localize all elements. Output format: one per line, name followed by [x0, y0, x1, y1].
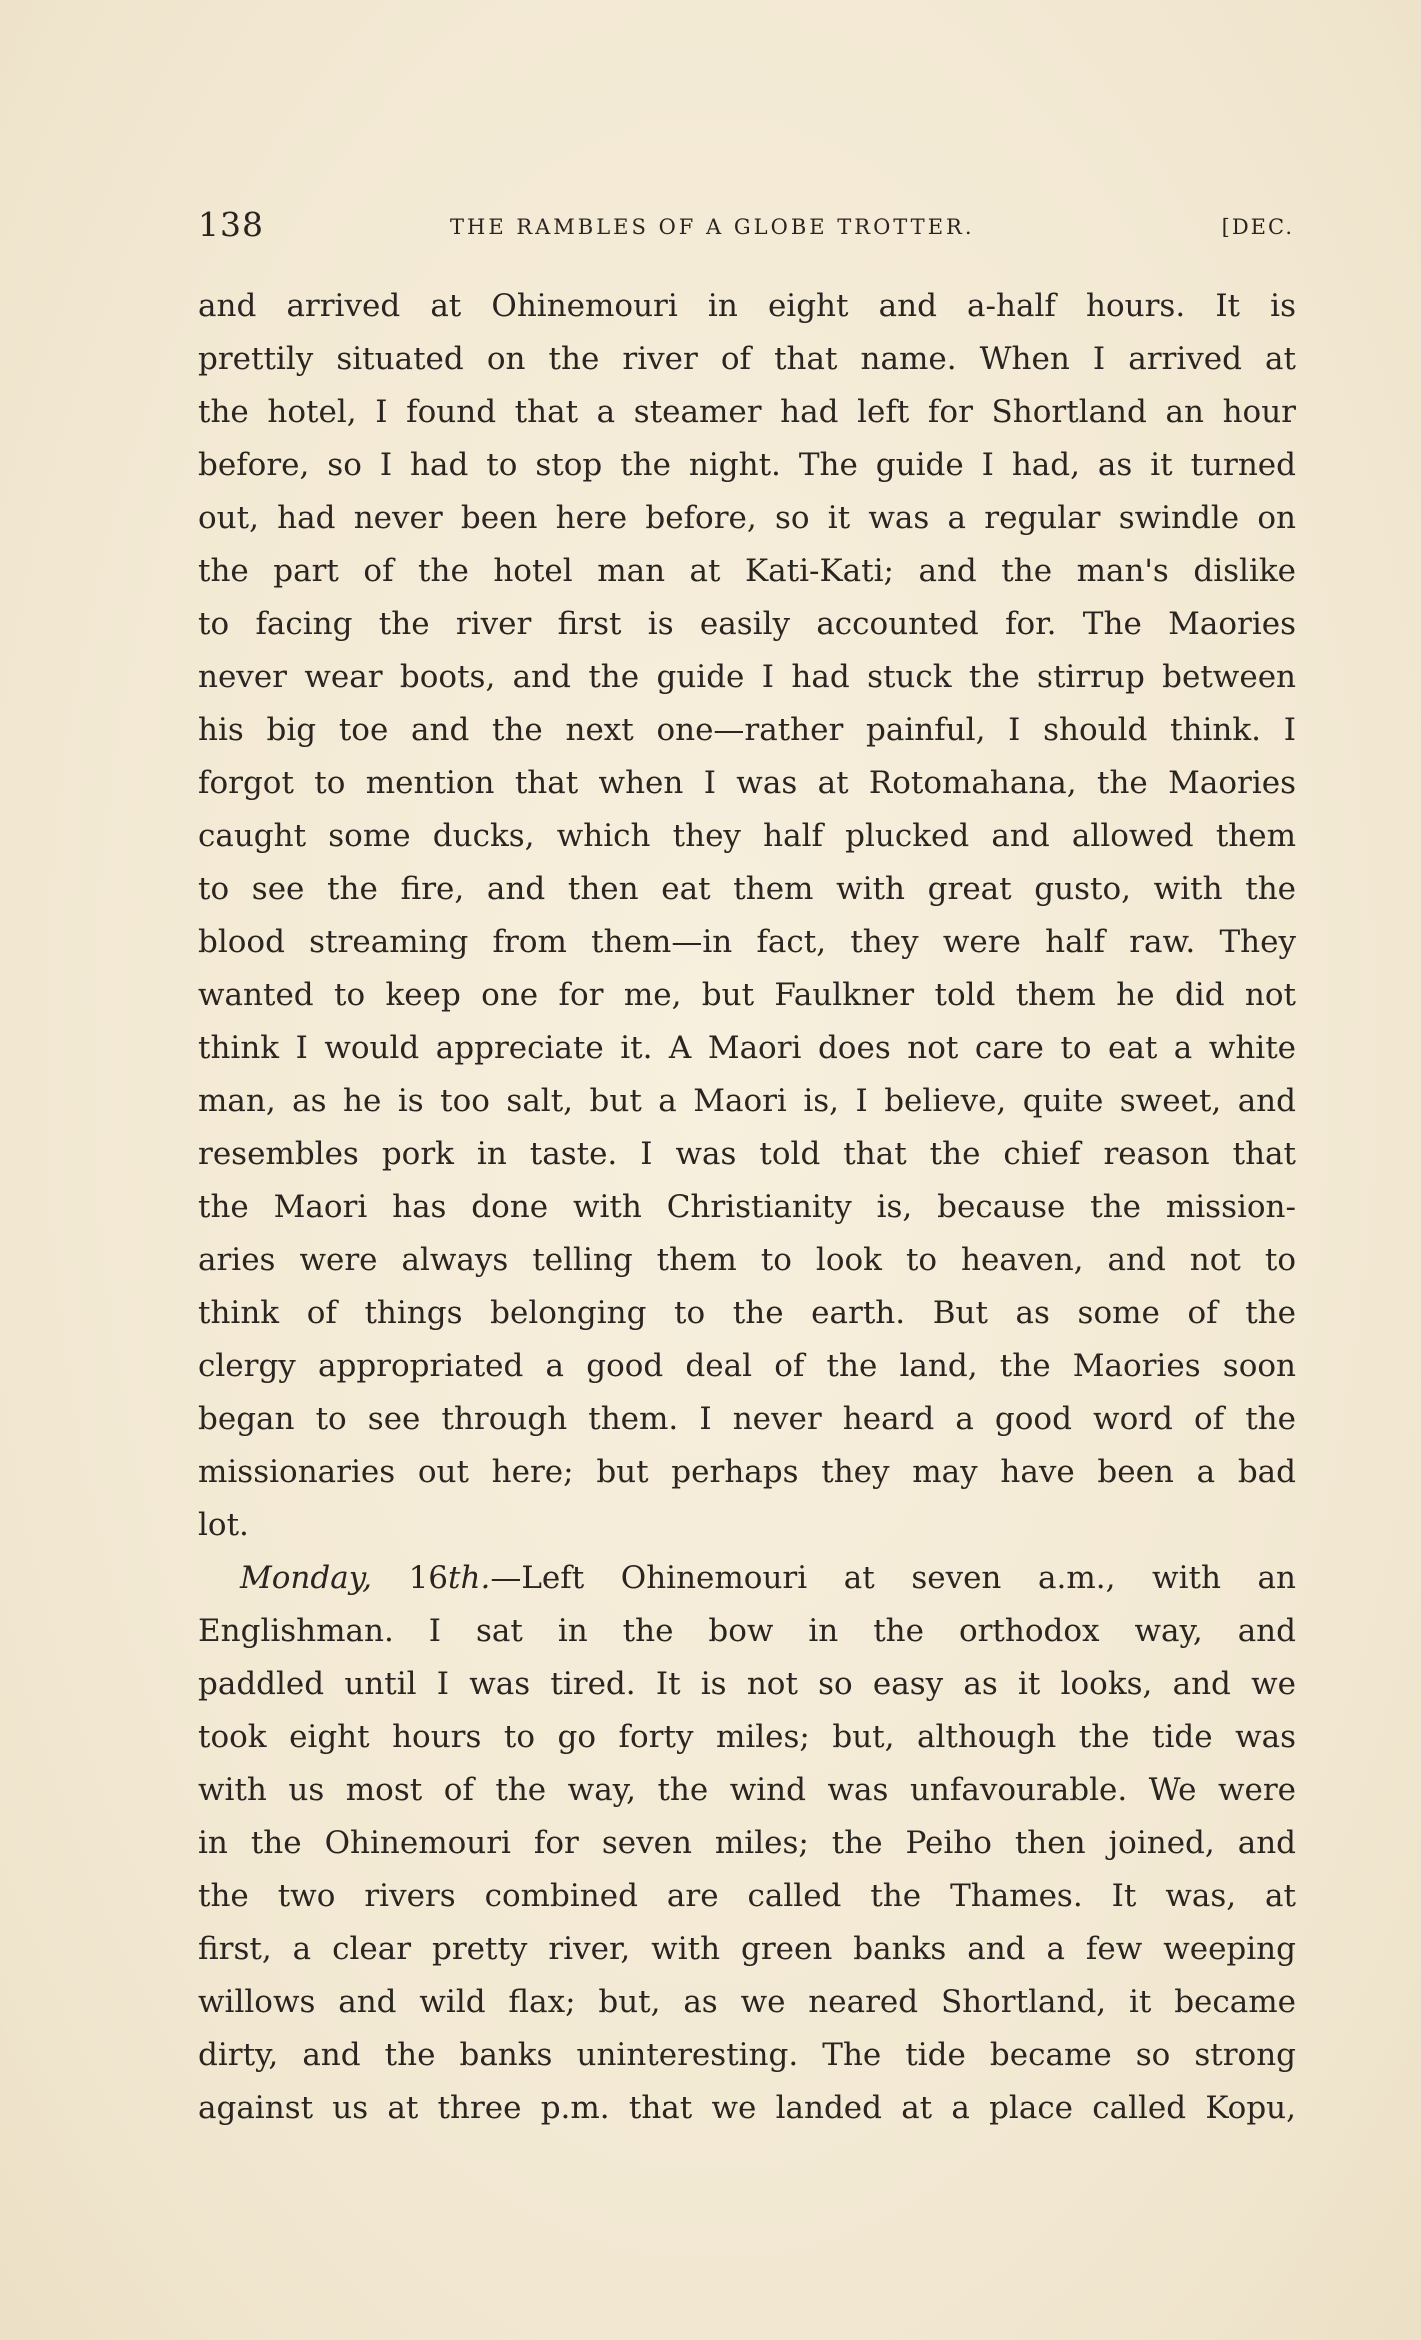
paragraph-end-line: lot. — [198, 1507, 249, 1543]
diary-entry-first-line — [198, 1552, 1296, 1605]
text-line: out, had never been here before, so it was a regular swindle on — [198, 500, 1296, 536]
text-line: caught some ducks, which they half plucked and allowed them — [198, 818, 1296, 854]
text-line: think I would appreciate it. A Maori does not care to eat a white — [198, 1030, 1296, 1066]
text-line: wanted to keep one for me, but Faulkner told them he did not — [198, 977, 1296, 1013]
running-title: THE RAMBLES OF A GLOBE TROTTER. — [450, 215, 975, 239]
text-line: the hotel, I found that a steamer had left for Shortland an hour — [198, 394, 1296, 430]
text-line: Englishman. I sat in the bow in the orthodox way, and — [198, 1613, 1296, 1649]
body-text — [198, 280, 1296, 2135]
entry-date-number: 16 — [408, 1560, 449, 1596]
text-line: clergy appropriated a good deal of the land, the Maories soon — [198, 1348, 1296, 1384]
text-line: never wear boots, and the guide I had stuck the stirrup between — [198, 659, 1296, 695]
text-line: man, as he is too salt, but a Maori is, I believe, quite sweet, and — [198, 1083, 1296, 1119]
text-line: the Maori has done with Christianity is, because the mission- — [198, 1189, 1296, 1225]
text-line: took eight hours to go forty miles; but, although the tide was — [198, 1719, 1296, 1755]
text-line: against us at three p.m. that we landed at a place called Kopu, — [198, 2090, 1296, 2126]
text-line: and arrived at Ohinemouri in eight and a-half hours. It is — [198, 288, 1296, 324]
entry-day: Monday, — [240, 1560, 372, 1596]
text-line: aries were always telling them to look to heaven, and not to — [198, 1242, 1296, 1278]
text-line: first, a clear pretty river, with green banks and a few weeping — [198, 1931, 1296, 1967]
text-line: forgot to mention that when I was at Rotomahana, the Maories — [198, 765, 1296, 801]
text-line: resembles pork in taste. I was told that the chief reason that — [198, 1136, 1296, 1172]
running-head — [198, 205, 1298, 255]
text-line: before, so I had to stop the night. The guide I had, as it turned — [198, 447, 1296, 483]
running-section: [DEC. — [1221, 215, 1294, 239]
text-line: began to see through them. I never heard a good word of the — [198, 1401, 1296, 1437]
text-line: the part of the hotel man at Kati-Kati; and the man's dislike — [198, 553, 1296, 589]
text-line: in the Ohinemouri for seven miles; the Peiho then joined, and — [198, 1825, 1296, 1861]
entry-date-suffix: th. — [448, 1560, 491, 1596]
text-line: the two rivers combined are called the Thames. It was, at — [198, 1878, 1296, 1914]
text-line: prettily situated on the river of that name. When I arrived at — [198, 341, 1296, 377]
text-line: willows and wild flax; but, as we neared Shortland, it became — [198, 1984, 1296, 2020]
text-line: blood streaming from them—in fact, they were half raw. They — [198, 924, 1296, 960]
entry-first-line-text: —Left Ohinemouri at seven a.m., with an — [490, 1560, 1296, 1596]
text-line: his big toe and the next one—rather painful, I should think. I — [198, 712, 1296, 748]
text-line: with us most of the way, the wind was unfavourable. We were — [198, 1772, 1296, 1808]
text-line: paddled until I was tired. It is not so easy as it looks, and we — [198, 1666, 1296, 1702]
text-line: to facing the river first is easily accounted for. The Maories — [198, 606, 1296, 642]
text-line: dirty, and the banks uninteresting. The tide became so strong — [198, 2037, 1296, 2073]
text-line: to see the fire, and then eat them with great gusto, with the — [198, 871, 1296, 907]
text-line: missionaries out here; but perhaps they may have been a bad — [198, 1454, 1296, 1490]
page-number: 138 — [198, 205, 264, 244]
text-line: think of things belonging to the earth. But as some of the — [198, 1295, 1296, 1331]
